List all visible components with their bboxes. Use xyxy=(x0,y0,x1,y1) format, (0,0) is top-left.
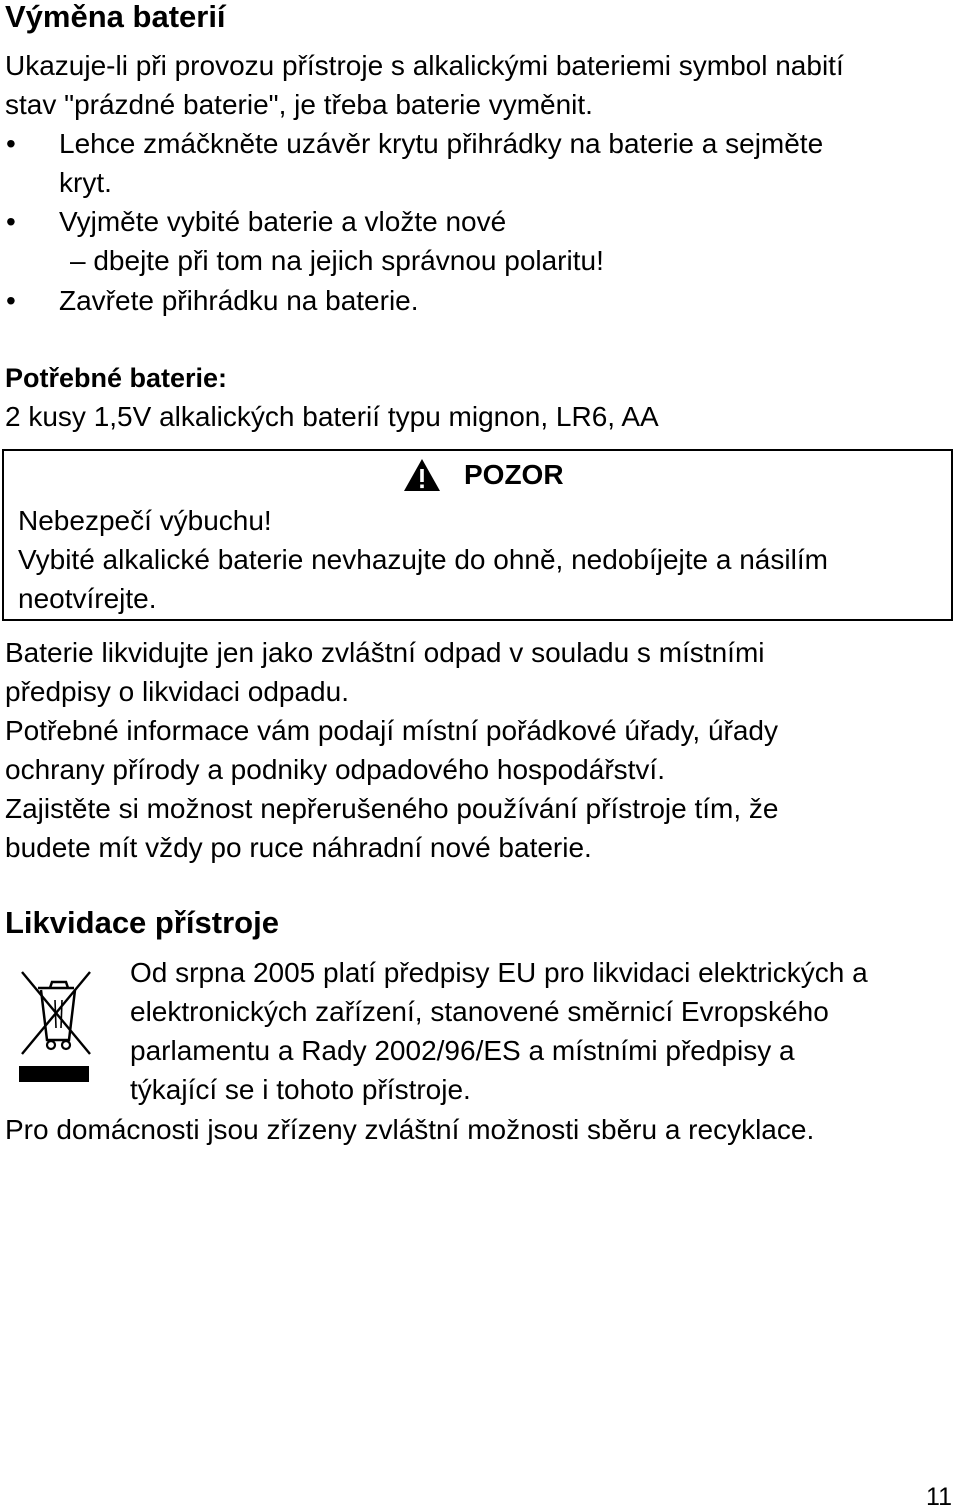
crossed-out-bin-icon xyxy=(16,966,96,1086)
household-collection-line: Pro domácnosti jsou zřízeny zvláštní možnosti sběru a recyklace. xyxy=(5,1114,815,1145)
disposal-line-1: Baterie likvidujte jen jako zvláštní odpad v souladu s místními xyxy=(5,637,765,668)
bullet-1-line-2: kryt. xyxy=(59,167,112,198)
bullet-marker: • xyxy=(6,285,16,316)
weee-line-2: elektronických zařízení, stanovené směrnicí Evropského xyxy=(130,996,829,1027)
disposal-line-5: Zajistěte si možnost nepřerušeného používání přístroje tím, že xyxy=(5,793,779,824)
required-batteries-heading: Potřebné baterie: xyxy=(5,363,228,393)
intro-line-2: stav "prázdné baterie", je třeba baterie vyměnit. xyxy=(5,89,593,120)
warning-header xyxy=(402,457,564,493)
intro-line-1: Ukazuje-li při provozu přístroje s alkalickými bateriemi symbol nabití xyxy=(5,50,844,81)
weee-line-1: Od srpna 2005 platí předpisy EU pro likvidaci elektrických a xyxy=(130,957,868,988)
disposal-line-3: Potřebné informace vám podají místní pořádkové úřady, úřady xyxy=(5,715,778,746)
page-number: 11 xyxy=(926,1483,952,1511)
warning-line-1: Nebezpečí výbuchu! xyxy=(18,505,272,536)
bullet-3-line-1: Zavřete přihrádku na baterie. xyxy=(59,285,419,316)
section-title-device-disposal: Likvidace přístroje xyxy=(5,905,279,940)
warning-line-2: Vybité alkalické baterie nevhazujte do ohně, nedobíjejte a násilím xyxy=(18,544,828,575)
bullet-2-line-2: – dbejte při tom na jejich správnou polaritu! xyxy=(70,245,604,276)
bullet-marker: • xyxy=(6,128,16,159)
weee-line-4: týkající se i tohoto přístroje. xyxy=(130,1074,471,1105)
warning-label: POZOR xyxy=(464,459,564,490)
weee-line-3: parlamentu a Rady 2002/96/ES a místními předpisy a xyxy=(130,1035,795,1066)
required-batteries-text: 2 kusy 1,5V alkalických baterií typu mignon, LR6, AA xyxy=(5,401,659,432)
bullet-2-line-1: Vyjměte vybité baterie a vložte nové xyxy=(59,206,507,237)
disposal-line-2: předpisy o likvidaci odpadu. xyxy=(5,676,349,707)
warning-box xyxy=(2,449,953,621)
disposal-line-4: ochrany přírody a podniky odpadového hospodářství. xyxy=(5,754,665,785)
warning-line-3: neotvírejte. xyxy=(18,583,157,614)
section-title-battery-replacement: Výměna baterií xyxy=(5,0,226,34)
warning-triangle-icon xyxy=(402,457,442,493)
bullet-marker: • xyxy=(6,206,16,237)
bullet-1-line-1: Lehce zmáčkněte uzávěr krytu přihrádky na baterie a sejměte xyxy=(59,128,824,159)
disposal-line-6: budete mít vždy po ruce náhradní nové baterie. xyxy=(5,832,592,863)
